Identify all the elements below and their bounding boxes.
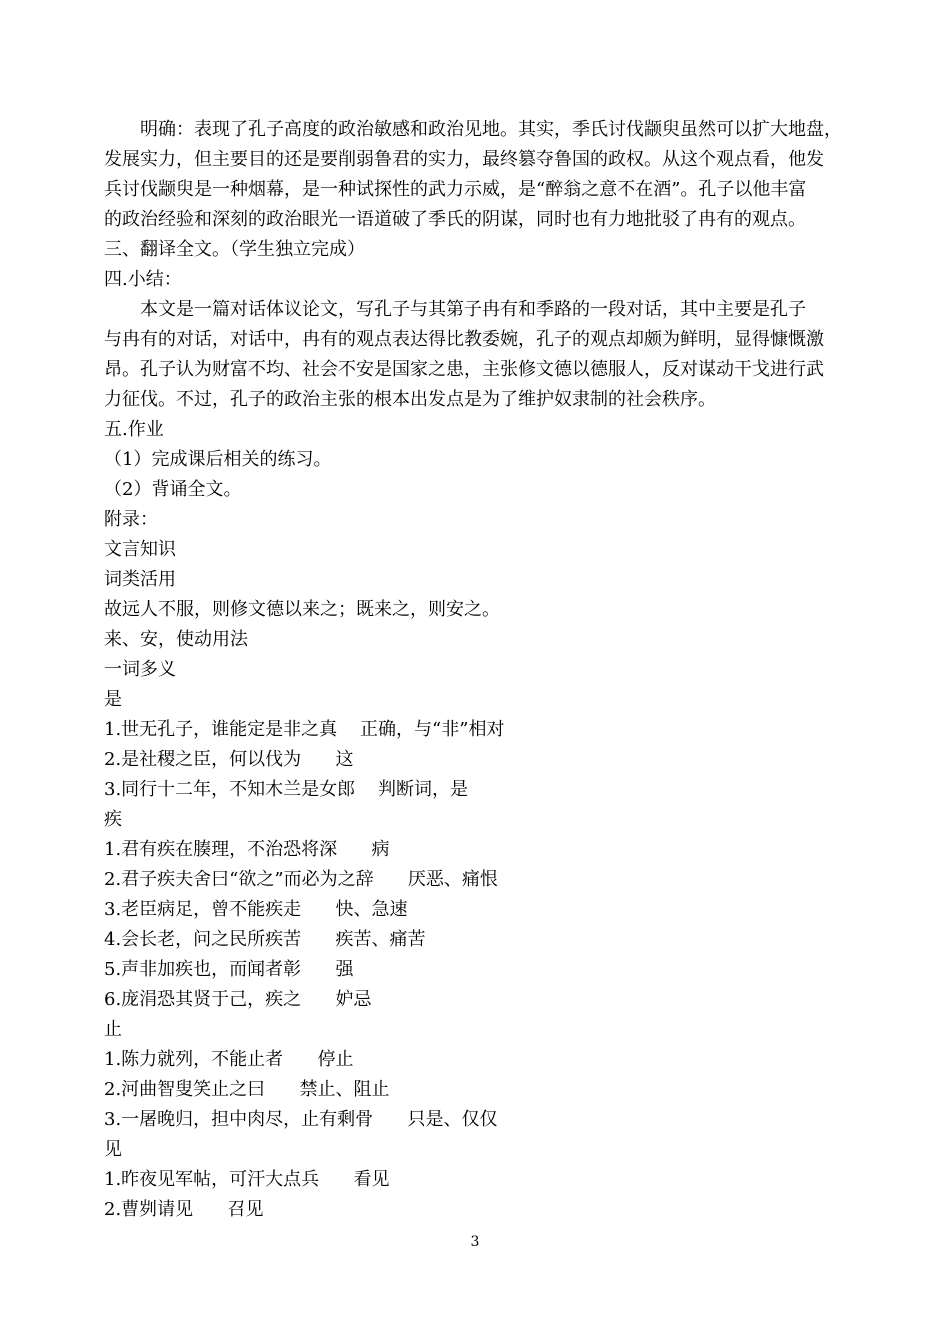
text-line: 发展实力，但主要目的还是要削弱鲁君的实力，最终篡夺鲁国的政权。从这个观点看，他发 bbox=[104, 149, 824, 170]
appendix-line: 3.一屠晚归，担中肉尽，止有剩骨 只是、仅仅 bbox=[104, 1109, 498, 1130]
appendix-line: 文言知识 bbox=[104, 539, 176, 560]
appendix-line: 2.君子疾夫舍曰“欲之”而必为之辞 厌恶、痛恨 bbox=[104, 869, 498, 890]
appendix-line: 3.老臣病足，曾不能疾走 快、急速 bbox=[104, 899, 408, 920]
heading-summary: 四.小结： bbox=[104, 269, 182, 290]
heading-translate: 三、翻译全文。（学生独立完成） bbox=[104, 239, 365, 260]
appendix-line: 1.昨夜见军帖，可汗大点兵 看见 bbox=[104, 1169, 390, 1190]
page-number: 3 bbox=[470, 1234, 480, 1250]
appendix-line: 6.庞涓恐其贤于己，疾之 妒忌 bbox=[104, 989, 372, 1010]
text-line: 的政治经验和深刻的政治眼光一语道破了季氏的阴谋，同时也有力地批驳了冉有的观点。 bbox=[104, 209, 806, 230]
paragraph-summary bbox=[104, 295, 856, 415]
text-line: 兵讨伐颛臾是一种烟幕，是一种试探性的武力示威，是“醉翁之意不在酒”。孔子以他丰富 bbox=[104, 179, 807, 200]
text-line: 力征伐。不过，孔子的政治主张的根本出发点是为了维护奴隶制的社会秩序。 bbox=[104, 389, 716, 410]
appendix-line: 1.陈力就列，不能止者 停止 bbox=[104, 1049, 354, 1070]
appendix-line: 故远人不服，则修文德以来之；既来之，则安之。 bbox=[104, 599, 500, 620]
text-line: 本文是一篇对话体议论文，写孔子与其第子冉有和季路的一段对话，其中主要是孔子 bbox=[140, 299, 806, 320]
appendix-line: 1.君有疾在腠理，不治恐将深 病 bbox=[104, 839, 390, 860]
appendix-line: 4.会长老，问之民所疾苦 疾苦、痛苦 bbox=[104, 929, 426, 950]
appendix-line: 是 bbox=[104, 689, 122, 710]
homework-item: （2）背诵全文。 bbox=[104, 479, 242, 500]
appendix-line: 2.是社稷之臣，何以伐为 这 bbox=[104, 749, 354, 770]
homework-item: （1）完成课后相关的练习。 bbox=[104, 449, 332, 470]
appendix-line: 见 bbox=[104, 1139, 122, 1160]
appendix-line: 来、安，使动用法 bbox=[104, 629, 248, 650]
appendix-line: 疾 bbox=[104, 809, 122, 830]
appendix-heading: 附录： bbox=[104, 509, 158, 530]
appendix-line: 2.曹刿请见 召见 bbox=[104, 1199, 264, 1220]
text-line: 昂。孔子认为财富不均、社会不安是国家之患，主张修文德以德服人，反对谋动干戈进行武 bbox=[104, 359, 824, 380]
appendix-line: 一词多义 bbox=[104, 659, 176, 680]
appendix-section bbox=[104, 505, 856, 1225]
appendix-line: 1.世无孔子，谁能定是非之真 正确，与“非”相对 bbox=[104, 719, 505, 740]
heading-homework: 五.作业 bbox=[104, 419, 164, 440]
text-line: 明确：表现了孔子高度的政治敏感和政治见地。其实，季氏讨伐颛臾虽然可以扩大地盘， bbox=[140, 119, 842, 140]
appendix-line: 5.声非加疾也，而闻者彰 强 bbox=[104, 959, 354, 980]
appendix-line: 3.同行十二年，不知木兰是女郎 判断词，是 bbox=[104, 779, 469, 800]
appendix-line: 2.河曲智叟笑止之曰 禁止、阻止 bbox=[104, 1079, 390, 1100]
text-line: 与冉有的对话，对话中，冉有的观点表达得比教委婉，孔子的观点却颇为鲜明，显得慷慨激 bbox=[104, 329, 824, 350]
appendix-line: 词类活用 bbox=[104, 569, 176, 590]
paragraph-mingque bbox=[104, 115, 856, 235]
document-page bbox=[104, 115, 856, 1225]
appendix-line: 止 bbox=[104, 1019, 122, 1040]
